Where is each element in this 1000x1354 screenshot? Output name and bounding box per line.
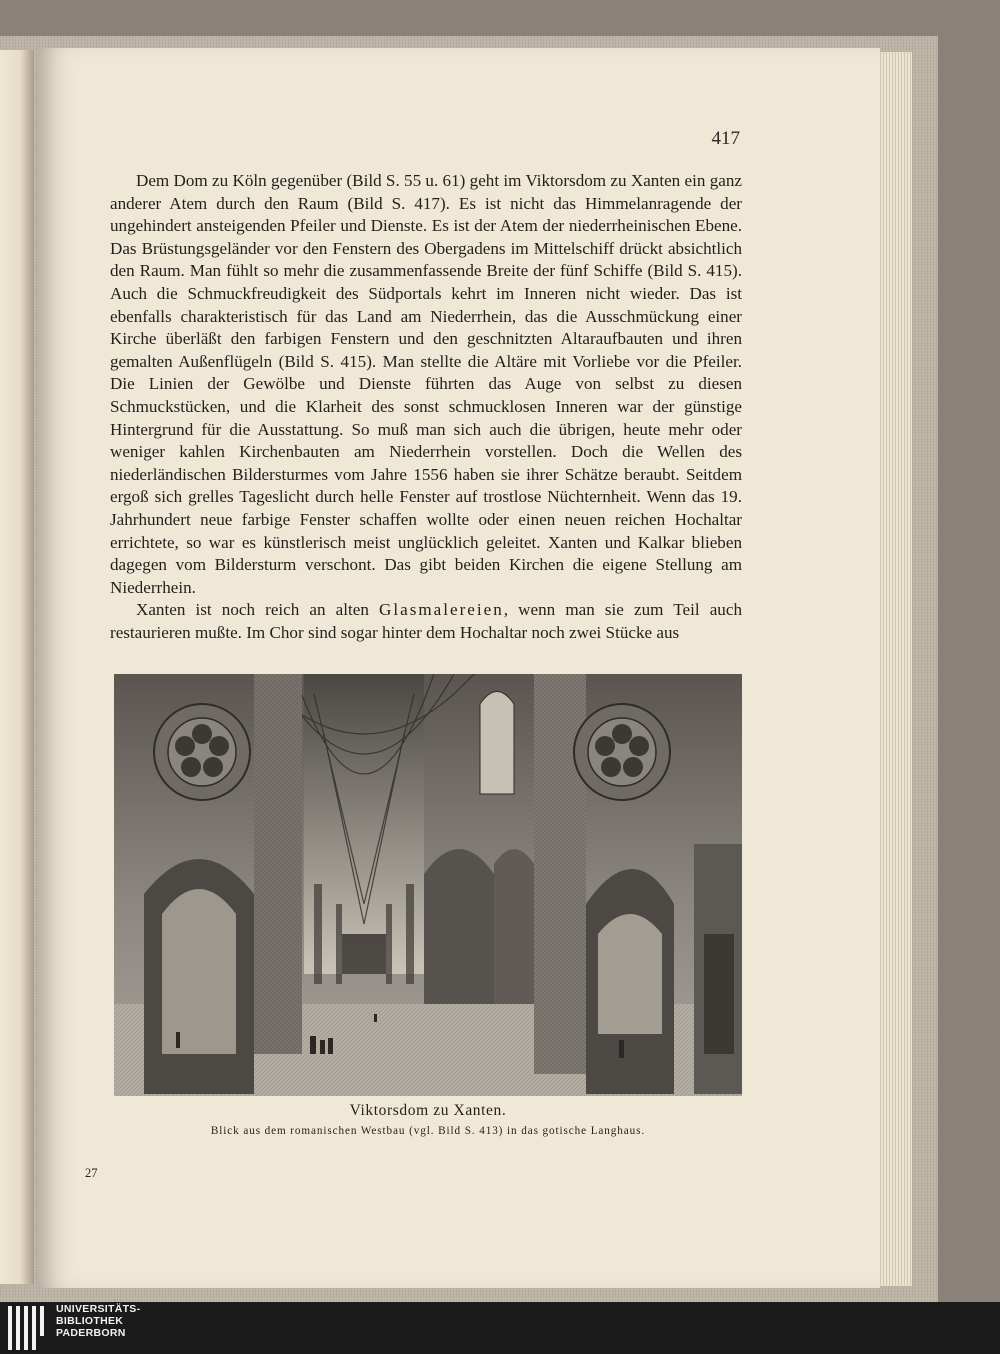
figure-caption-subtitle: Blick aus dem romanischen Westbau (vgl. Bild S. 413) in das gotische Langhaus. bbox=[210, 1125, 646, 1137]
figure-caption-title: Viktorsdom zu Xanten. bbox=[349, 1102, 507, 1119]
paragraph-2-start: Xanten ist noch reich an alten bbox=[136, 600, 380, 620]
paragraph-2-spaced-word: Glasmalereien bbox=[379, 600, 504, 620]
paragraph-2 bbox=[110, 599, 742, 644]
library-logo-text bbox=[56, 1303, 140, 1339]
footer-bar bbox=[0, 1302, 1000, 1354]
paragraph-1: Dem Dom zu Köln gegenüber (Bild S. 55 u. 61) geht im Viktorsdom zu Xanten ein ganz anderer Atem durch den Raum (Bild S. 417). Es ist nicht das Himmelanragende der ungehindert ansteigenden Pfeiler und Dienste. Es ist der Atem der niederrheinischen Ebene. Das Brüstungsgeländer vor den Fenstern des Obergadens im Mittelschiff drückt absichtlich den Raum. Man fühlt so mehr die zusammenfassende Breite der fünf Schiffe (Bild S. 415). Auch die Schmuckfreudigkeit des Südportals kehrt im Inneren nicht wieder. Das ist ebenfalls charakteristisch für das Land am Niederrhein, das die Ausschmückung einer Kirche überläßt den farbigen Fenstern und den geschnitzten Altaraufbauten und ihren gemalten Außenflügeln (Bild S. 415). Man stellte die Altäre mit Vorliebe vor die Pfeiler. Die Linien der Gewölbe und Dienste führten das Auge von selbst zu diesen Schmuckstücken, und die Klarheit des sonst schmucklosen Inneren war der günstige Hintergrund für die Ausstattung. So muß man sich auch die übrigen, heute mehr oder weniger kahlen Kirchenbauten am Niederrhein vorstellen. Doch die Wellen des niederländischen Bildersturmes vom Jahre 1556 haben sie ihrer Schätze beraubt. Seitdem ergoß sich grelles Tageslicht durch helle Fenster auf trostlose Nüchternheit. Wenn das 19. Jahrhundert neue farbige Fenster schaffen wollte oder einen neuen reichen Hochaltar errichtete, so war es künstlerisch meist unglücklich geleitet. Xanten und Kalkar blieben dagegen vom Bildersturm verschont. Das gibt beiden Kirchen die eigene Stellung am Niederrhein. bbox=[110, 171, 742, 597]
paragraph-2-end: , wenn man sie zum Teil auch restaurieren mußte. Im Chor sind sogar hinter dem Hochaltar noch zwei Stücke aus bbox=[110, 600, 742, 642]
engraving-cathedral-interior bbox=[114, 674, 742, 1096]
logo-line-2: BIBLIOTHEK bbox=[56, 1315, 124, 1327]
sheet-signature: 27 bbox=[85, 1166, 98, 1180]
left-page-edge bbox=[0, 50, 34, 1284]
library-logo-icon bbox=[6, 1304, 48, 1352]
page-number: 417 bbox=[711, 128, 740, 149]
logo-line-3: PADERBORN bbox=[56, 1327, 126, 1339]
logo-line-1: UNIVERSITÄTS- bbox=[56, 1303, 141, 1315]
body-text bbox=[110, 170, 742, 644]
page-stack-edge bbox=[878, 52, 912, 1286]
